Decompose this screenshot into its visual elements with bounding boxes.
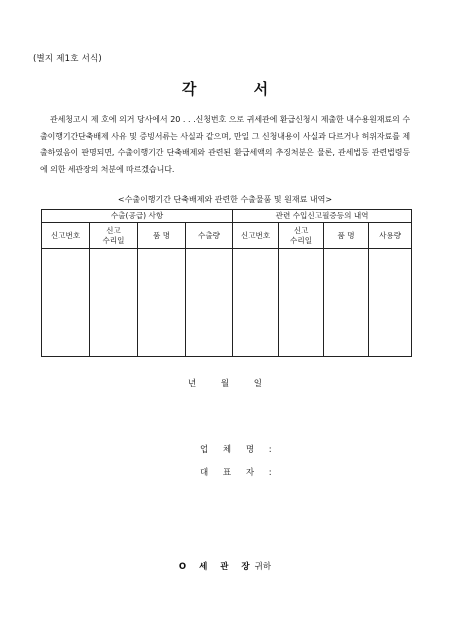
- export-col-item-name: 품 명: [138, 223, 186, 249]
- table-column-header-row: [42, 223, 412, 249]
- export-item-name-cell[interactable]: [138, 249, 186, 357]
- import-usage-cell[interactable]: [369, 249, 412, 357]
- export-acceptance-date-cell[interactable]: [90, 249, 138, 357]
- export-col-acceptance-date: 신고 수리일: [90, 223, 138, 249]
- import-item-name-cell[interactable]: [324, 249, 369, 357]
- addressee-suffix: 귀하: [254, 562, 272, 572]
- company-name-label: 업 체 명 :: [200, 445, 278, 455]
- export-col-declaration-no: 신고번호: [42, 223, 90, 249]
- import-group-header: 관련 수입신고필증등의 내역: [233, 210, 412, 223]
- export-quantity-cell[interactable]: [186, 249, 233, 357]
- table-row: [42, 249, 412, 357]
- export-group-header: 수출(공급) 사항: [42, 210, 233, 223]
- items-table: [41, 209, 412, 357]
- date-line: 년 월 일: [187, 379, 263, 389]
- import-col-item-name: 품 명: [324, 223, 369, 249]
- representative-label: 대 표 자 :: [200, 468, 278, 478]
- import-acceptance-date-cell[interactable]: [279, 249, 324, 357]
- pledge-body: [40, 112, 410, 178]
- form-number: (별지 제1호 서식): [33, 54, 102, 64]
- customs-office: O 세 관 장: [178, 562, 255, 572]
- import-col-usage: 사용량: [369, 223, 412, 249]
- pledge-body-text: 관세청고시 제 호에 의거 당사에서 20 . . .신청번호 으로 귀세관에 환급신청시 제출한 내수용원재료의 수출이행기간단축배제 사유 및 증빙서류는 사실과 같으며, 만일 그 신청내용이 사실과 다르거나 허위자료를 제출하였음이 판명되면, 수출이행기간 단축배제와 관련된 환급세액의 추징처분은 물론, 관세법등 관련법령등에 의한 세관장의 처분에 따르겠습니다.: [40, 115, 410, 174]
- export-col-quantity: 수출량: [186, 223, 233, 249]
- document-title: 각 서: [181, 80, 295, 98]
- table-caption: <수출이행기간 단축배제와 관련한 수출물품 및 원재료 내역>: [117, 195, 333, 204]
- import-col-acceptance-date: 신고 수리일: [279, 223, 324, 249]
- import-col-declaration-no: 신고번호: [233, 223, 279, 249]
- export-declaration-no-cell[interactable]: [42, 249, 90, 357]
- table-group-header-row: [42, 210, 412, 223]
- import-declaration-no-cell[interactable]: [233, 249, 279, 357]
- addressee: [0, 560, 450, 572]
